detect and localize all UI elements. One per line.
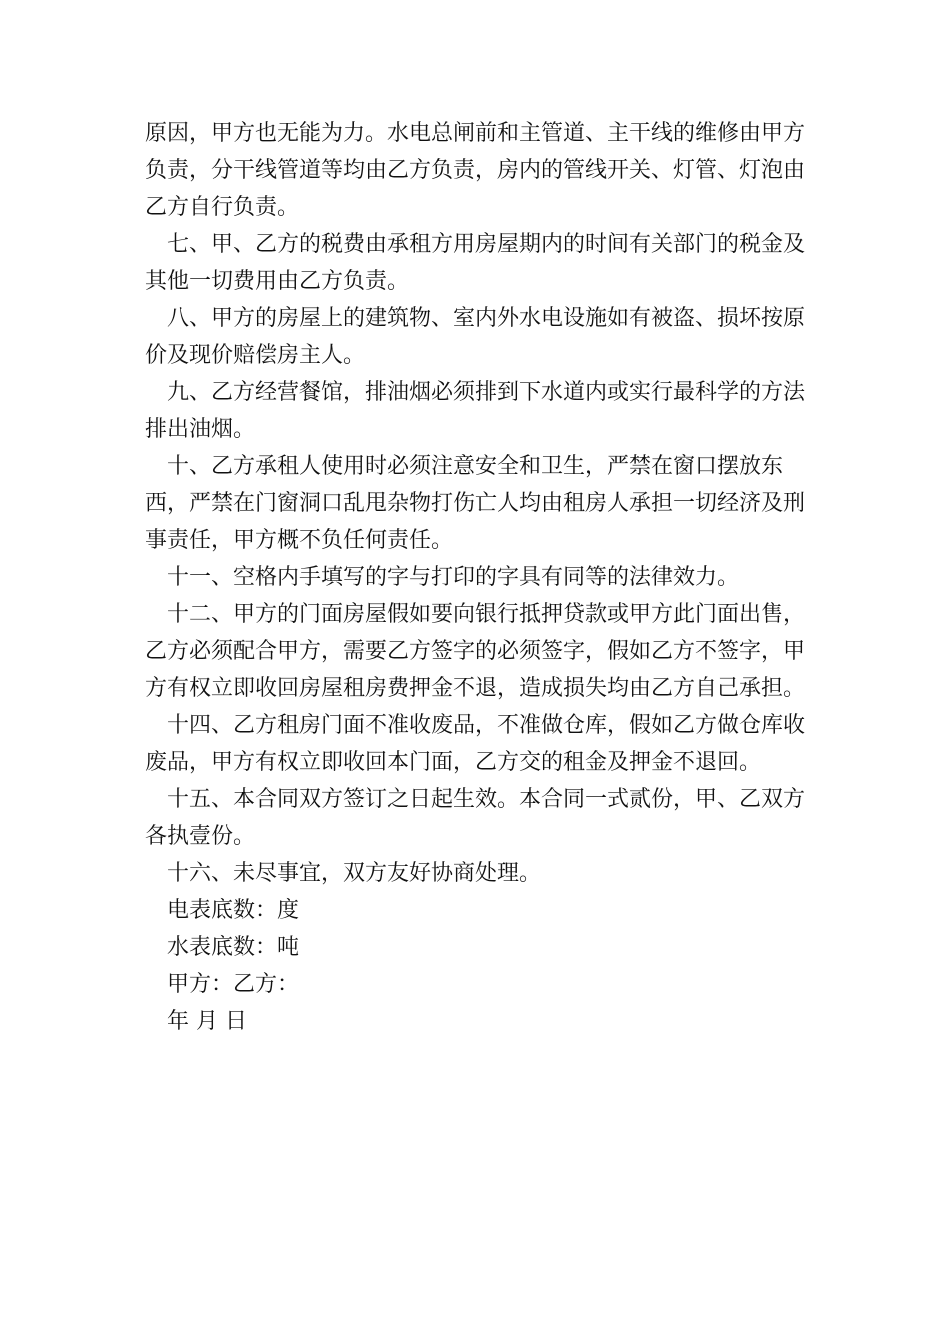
paragraph-continuation: 原因，甲方也无能为力。水电总闸前和主管道、主干线的维修由甲方负责，分干线管道等均由乙方负责，房内的管线开关、灯管、灯泡由乙方自行负责。 — [145, 121, 806, 220]
signature-parties: 甲方：乙方： — [167, 972, 300, 997]
clause-12: 十二、甲方的门面房屋假如要向银行抵押贷款或甲方此门面出售，乙方必须配合甲方，需要乙方签字的必须签字，假如乙方不签字，甲方有权立即收回房屋租房费押金不退，造成损失均由乙方自己承担。 — [145, 602, 806, 701]
clause-8: 八、甲方的房屋上的建筑物、室内外水电设施如有被盗、损坏按原价及现价赔偿房主人。 — [145, 306, 806, 368]
clause-16: 十六、未尽事宜，双方友好协商处理。 — [167, 861, 542, 886]
clause-14: 十四、乙方租房门面不准收废品，不准做仓库，假如乙方做仓库收废品，甲方有权立即收回本门面，乙方交的租金及押金不退回。 — [145, 713, 806, 775]
signature-date: 年 月 日 — [167, 1009, 247, 1034]
water-meter-reading: 水表底数：吨 — [167, 935, 300, 960]
contract-text — [145, 115, 825, 1040]
clause-7: 七、甲、乙方的税费由承租方用房屋期内的时间有关部门的税金及其他一切费用由乙方负责。 — [145, 232, 806, 294]
clause-15: 十五、本合同双方签订之日起生效。本合同一式贰份，甲、乙双方各执壹份。 — [145, 787, 806, 849]
clause-9: 九、乙方经营餐馆，排油烟必须排到下水道内或实行最科学的方法排出油烟。 — [145, 380, 806, 442]
clause-10: 十、乙方承租人使用时必须注意安全和卫生，严禁在窗口摆放东西，严禁在门窗洞口乱甩杂物打伤亡人均由租房人承担一切经济及刑事责任，甲方概不负任何责任。 — [145, 454, 806, 553]
clause-11: 十一、空格内手填写的字与打印的字具有同等的法律效力。 — [167, 565, 740, 590]
electricity-meter-reading: 电表底数：度 — [167, 898, 300, 923]
